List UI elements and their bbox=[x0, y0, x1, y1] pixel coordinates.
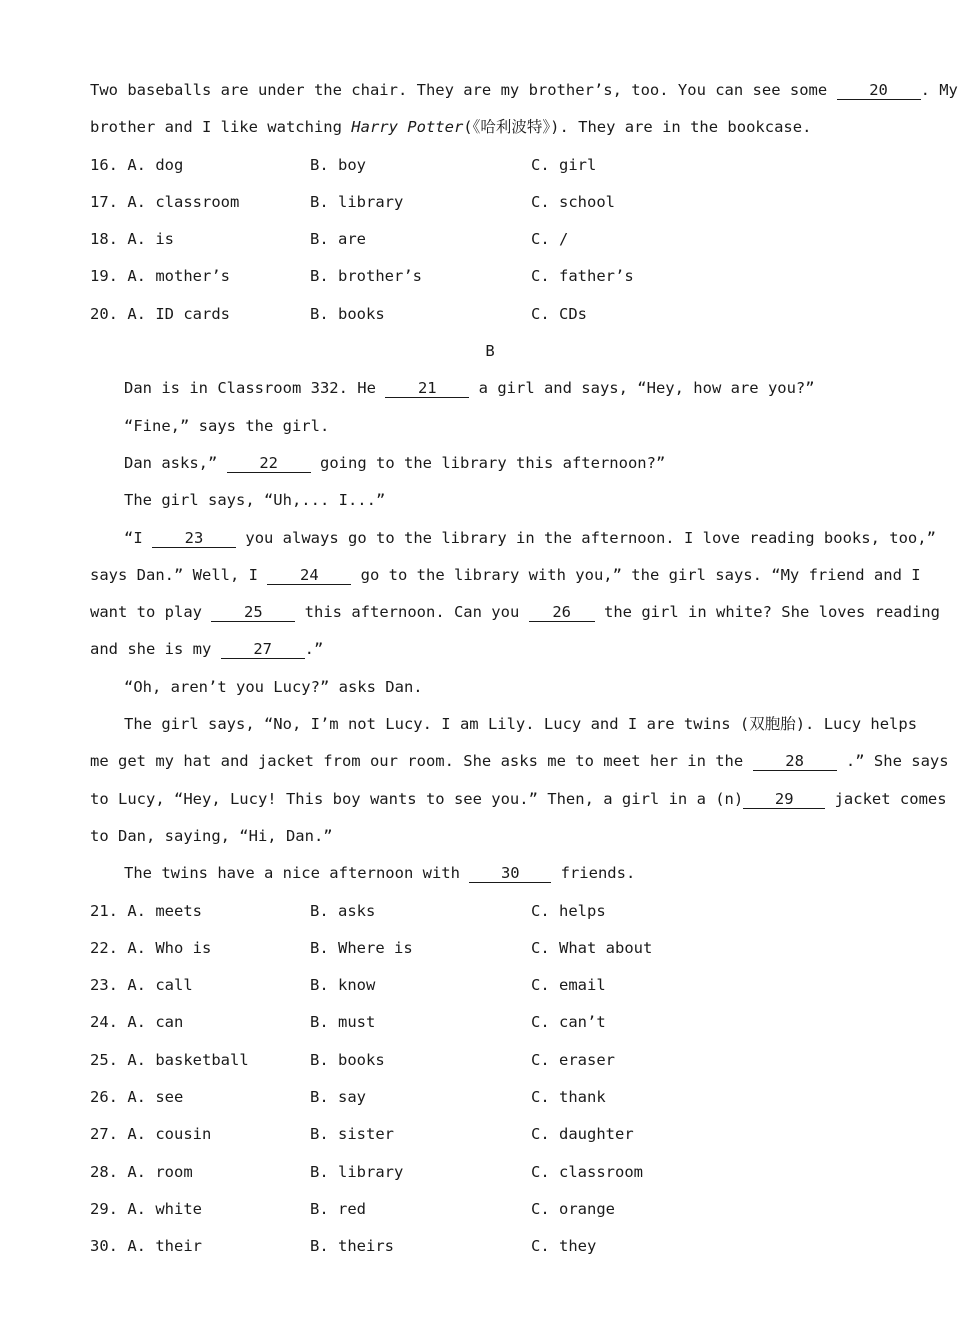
option-b: B. theirs bbox=[310, 1237, 394, 1256]
option-b: B. library bbox=[310, 192, 404, 211]
option-c: C. email bbox=[531, 976, 606, 995]
option-c: C. they bbox=[531, 1237, 597, 1256]
option-a: 26. A. see bbox=[90, 1088, 184, 1107]
option-a: 28. A. room bbox=[90, 1162, 193, 1181]
option-b: B. say bbox=[310, 1088, 366, 1107]
text: (《哈利波特》). They are in the bookcase. bbox=[463, 118, 812, 137]
text: Two baseballs are under the chair. They are my brother’s, too. You can see some bbox=[90, 81, 828, 99]
option-a: 30. A. their bbox=[90, 1237, 202, 1256]
option-b: B. asks bbox=[310, 901, 376, 920]
question-21 bbox=[90, 893, 890, 930]
question-26 bbox=[90, 1079, 890, 1116]
option-b: B. boy bbox=[310, 155, 366, 174]
blank-26: 26 bbox=[529, 603, 595, 622]
passage-b-line-2: “Fine,” says the girl. bbox=[124, 416, 330, 435]
passage-b-line-11: me get my hat and jacket from our room. She asks me to meet her in the 28 .” She says bbox=[90, 752, 949, 771]
blank-21: 21 bbox=[385, 379, 469, 398]
passage-b-line-6: says Dan.” Well, I 24 go to the library with you,” the girl says. “My friend and I bbox=[90, 565, 921, 584]
passage-b-line-8: and she is my 27 .” bbox=[90, 640, 324, 659]
passage-a-line-1 bbox=[90, 72, 958, 109]
question-29 bbox=[90, 1191, 890, 1228]
option-c: C. What about bbox=[531, 938, 653, 957]
question-17 bbox=[90, 184, 890, 221]
option-c: C. thank bbox=[531, 1088, 606, 1107]
option-a: 27. A. cousin bbox=[90, 1125, 212, 1144]
option-a: 29. A. white bbox=[90, 1199, 202, 1218]
option-a: 22. A. Who is bbox=[90, 938, 212, 957]
passage-b-line-14: The twins have a nice afternoon with 30 friends. bbox=[124, 864, 636, 883]
option-b: B. must bbox=[310, 1013, 376, 1032]
question-22 bbox=[90, 930, 890, 967]
option-c: C. CDs bbox=[531, 304, 587, 323]
question-23 bbox=[90, 967, 890, 1004]
question-19 bbox=[90, 258, 890, 295]
question-18 bbox=[90, 221, 890, 258]
option-c: C. classroom bbox=[531, 1162, 643, 1181]
text: . My bbox=[920, 81, 958, 99]
option-c: C. / bbox=[531, 230, 569, 249]
question-16 bbox=[90, 147, 890, 184]
book-title: Harry Potter bbox=[351, 118, 464, 137]
option-a: 18. A. is bbox=[90, 230, 175, 249]
passage-b-line-4: The girl says, “Uh,... I...” bbox=[124, 491, 386, 510]
question-30 bbox=[90, 1228, 890, 1265]
option-a: 20. A. ID cards bbox=[90, 304, 230, 323]
option-a: 17. A. classroom bbox=[90, 192, 240, 211]
option-b: B. red bbox=[310, 1199, 366, 1218]
blank-28: 28 bbox=[753, 752, 837, 771]
blank-30: 30 bbox=[469, 864, 551, 883]
option-b: B. library bbox=[310, 1162, 404, 1181]
option-c: C. eraser bbox=[531, 1050, 615, 1069]
option-b: B. books bbox=[310, 304, 385, 323]
option-c: C. daughter bbox=[531, 1125, 634, 1144]
option-a: 21. A. meets bbox=[90, 901, 202, 920]
passage-b-line-10: The girl says, “No, I’m not Lucy. I am Lily. Lucy and I are twins (双胞胎). Lucy helps bbox=[124, 715, 918, 734]
blank-22: 22 bbox=[227, 454, 311, 473]
option-b: B. brother’s bbox=[310, 267, 422, 286]
passage-b-line-1: Dan is in Classroom 332. He 21 a girl and says, “Hey, how are you?” bbox=[124, 379, 815, 398]
option-a: 23. A. call bbox=[90, 976, 193, 995]
blank-25: 25 bbox=[211, 603, 295, 622]
option-a: 25. A. basketball bbox=[90, 1050, 249, 1069]
option-a: 24. A. can bbox=[90, 1013, 184, 1032]
exam-page bbox=[90, 72, 958, 1266]
question-25 bbox=[90, 1042, 890, 1079]
option-b: B. books bbox=[310, 1050, 385, 1069]
passage-b-line-12: to Lucy, “Hey, Lucy! This boy wants to see you.” Then, a girl in a (n) 29 jacket comes bbox=[90, 789, 947, 808]
passage-b-line-7: want to play 25 this afternoon. Can you 26 the girl in white? She loves reading bbox=[90, 603, 940, 622]
passage-b-line-13: to Dan, saying, “Hi, Dan.” bbox=[90, 826, 333, 845]
question-28 bbox=[90, 1154, 890, 1191]
section-b-heading: B bbox=[485, 342, 495, 361]
option-c: C. can’t bbox=[531, 1013, 606, 1032]
option-b: B. Where is bbox=[310, 938, 413, 957]
text: brother and I like watching bbox=[90, 118, 352, 137]
blank-29: 29 bbox=[743, 790, 825, 809]
blank-23: 23 bbox=[152, 529, 236, 548]
blank-24: 24 bbox=[267, 566, 351, 585]
option-c: C. orange bbox=[531, 1199, 615, 1218]
option-a: 19. A. mother’s bbox=[90, 267, 230, 286]
option-c: C. helps bbox=[531, 901, 606, 920]
option-a: 16. A. dog bbox=[90, 155, 184, 174]
passage-b-line-3: Dan asks,” 22 going to the library this afternoon?” bbox=[124, 453, 666, 472]
question-24 bbox=[90, 1004, 890, 1041]
option-b: B. know bbox=[310, 976, 376, 995]
blank-20: 20 bbox=[837, 81, 921, 100]
option-c: C. school bbox=[531, 192, 615, 211]
option-b: B. are bbox=[310, 230, 366, 249]
passage-a-line-2 bbox=[90, 109, 890, 146]
question-27 bbox=[90, 1116, 890, 1153]
option-c: C. father’s bbox=[531, 267, 634, 286]
option-c: C. girl bbox=[531, 155, 597, 174]
passage-b-line-5: “I 23 you always go to the library in the afternoon. I love reading books, too,” bbox=[124, 528, 936, 547]
option-b: B. sister bbox=[310, 1125, 394, 1144]
blank-27: 27 bbox=[221, 640, 305, 659]
question-20 bbox=[90, 296, 890, 333]
passage-b-line-9: “Oh, aren’t you Lucy?” asks Dan. bbox=[124, 677, 423, 696]
